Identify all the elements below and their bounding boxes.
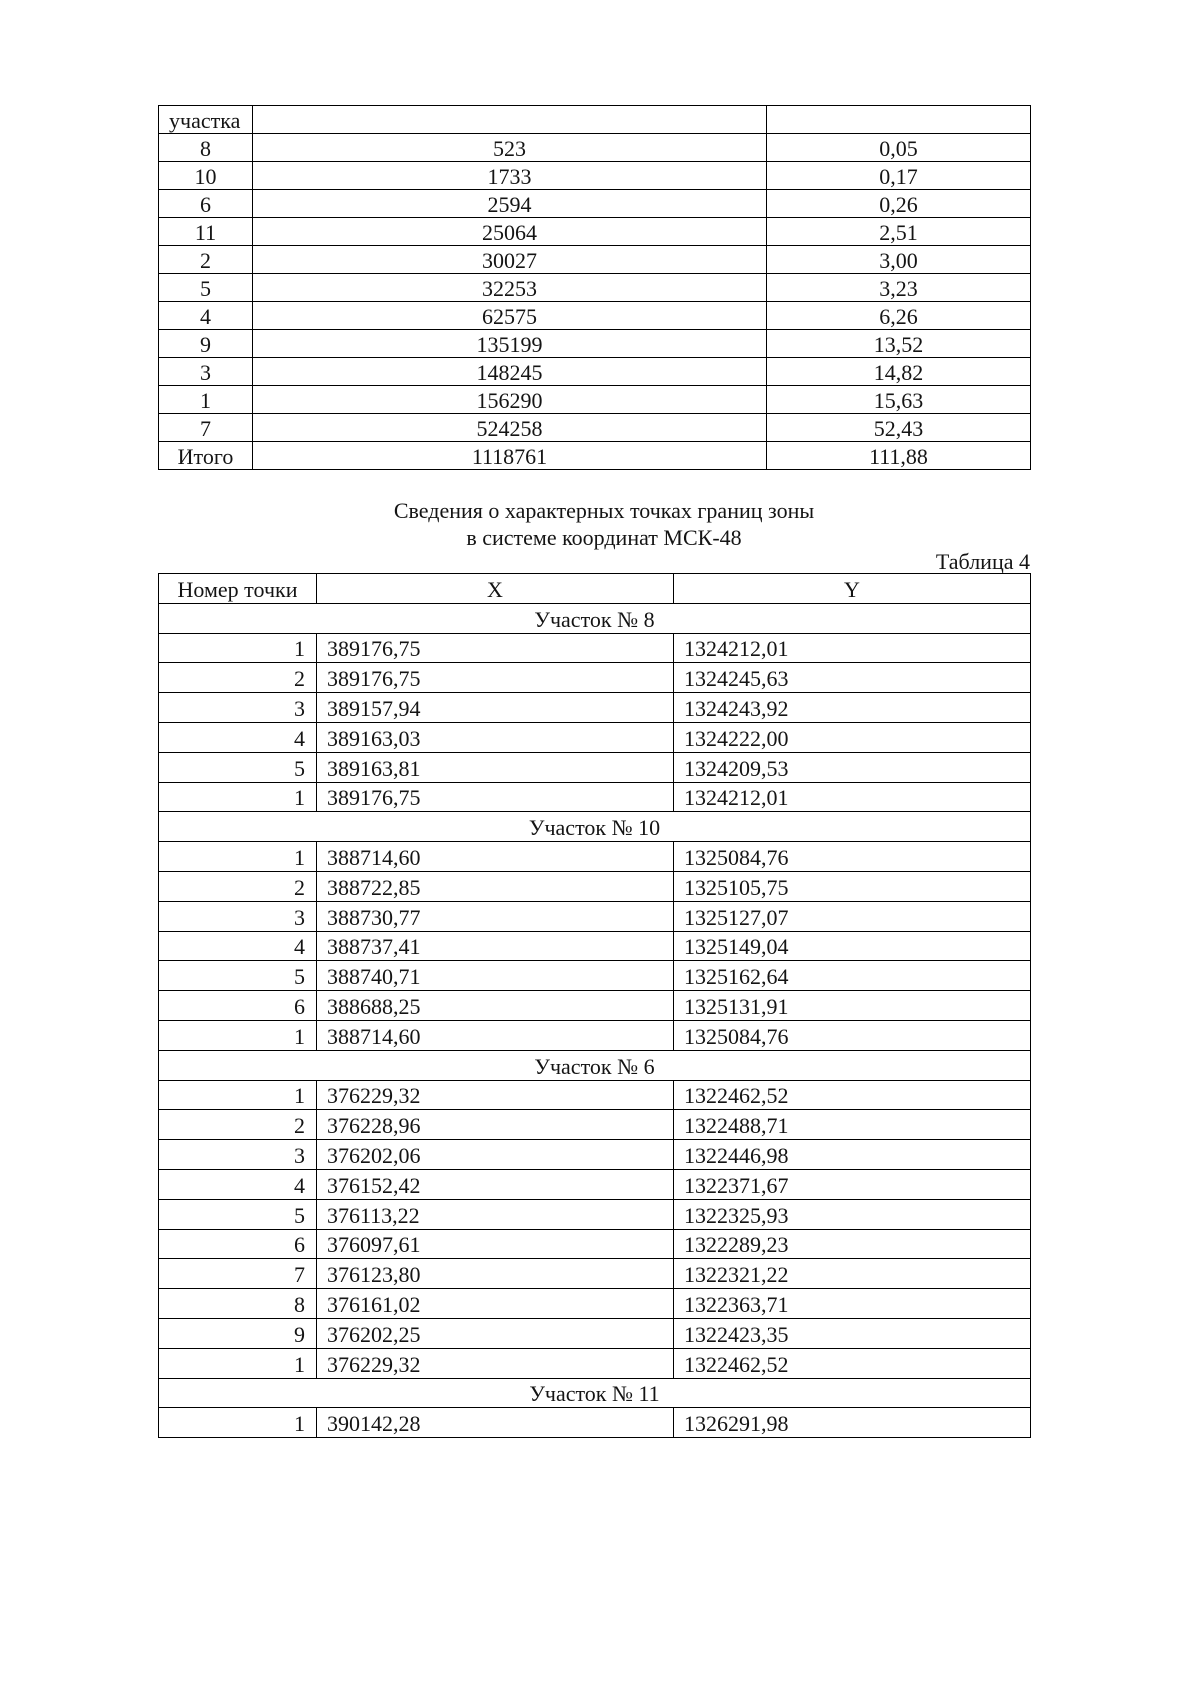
section-title-row	[159, 812, 1031, 842]
table-number-label: Таблица 4	[935, 549, 1030, 574]
table-row	[159, 1169, 1031, 1199]
y-coordinate-cell: 1326291,98	[674, 1408, 1031, 1438]
point-number-cell: 7	[159, 1259, 317, 1289]
point-number-cell: 1	[159, 1020, 317, 1050]
x-coordinate-cell: 388714,60	[317, 1020, 674, 1050]
x-header: X	[317, 574, 674, 604]
table-row	[159, 693, 1031, 723]
section-title: Участок № 8	[159, 603, 1031, 633]
table-row	[159, 842, 1031, 872]
plot-number-header-cell: участка	[159, 106, 253, 134]
table-row	[159, 414, 1031, 442]
area-ha-cell: 14,82	[767, 358, 1031, 386]
y-coordinate-cell: 1325105,75	[674, 871, 1031, 901]
table-row	[159, 1199, 1031, 1229]
point-number-cell: 3	[159, 1140, 317, 1170]
table-row	[159, 722, 1031, 752]
section-title-row	[159, 1050, 1031, 1080]
area-sqm-cell: 135199	[253, 330, 767, 358]
y-coordinate-cell: 1325131,91	[674, 991, 1031, 1021]
area-sqm-cell: 148245	[253, 358, 767, 386]
total-area-sqm-cell: 1118761	[253, 442, 767, 470]
table-row	[159, 1259, 1031, 1289]
point-number-cell: 6	[159, 991, 317, 1021]
y-coordinate-cell: 1322289,23	[674, 1229, 1031, 1259]
y-coordinate-cell: 1325084,76	[674, 842, 1031, 872]
x-coordinate-cell: 388740,71	[317, 961, 674, 991]
point-number-header: Номер точки	[159, 574, 317, 604]
area-sqm-cell: 524258	[253, 414, 767, 442]
table-row	[159, 162, 1031, 190]
heading-line-1: Сведения о характерных точках границ зоны	[393, 498, 815, 523]
table-row	[159, 330, 1031, 358]
y-coordinate-cell: 1322423,35	[674, 1318, 1031, 1348]
x-coordinate-cell: 388737,41	[317, 931, 674, 961]
x-coordinate-cell: 376113,22	[317, 1199, 674, 1229]
table-row	[159, 218, 1031, 246]
x-coordinate-cell: 376161,02	[317, 1289, 674, 1319]
area-ha-cell: 52,43	[767, 414, 1031, 442]
point-number-cell: 3	[159, 901, 317, 931]
y-coordinate-cell: 1324212,01	[674, 633, 1031, 663]
y-coordinate-cell: 1324222,00	[674, 722, 1031, 752]
x-coordinate-cell: 376152,42	[317, 1169, 674, 1199]
y-coordinate-cell: 1324245,63	[674, 663, 1031, 693]
y-coordinate-cell: 1325084,76	[674, 1020, 1031, 1050]
point-number-cell: 1	[159, 1408, 317, 1438]
x-coordinate-cell: 388714,60	[317, 842, 674, 872]
section-title: Участок № 10	[159, 812, 1031, 842]
area-ha-header-cell	[767, 106, 1031, 134]
table-row	[159, 1080, 1031, 1110]
y-coordinate-cell: 1325149,04	[674, 931, 1031, 961]
area-ha-cell: 0,05	[767, 134, 1031, 162]
y-coordinate-cell: 1322363,71	[674, 1289, 1031, 1319]
plot-area-table	[158, 105, 1031, 470]
point-number-cell: 1	[159, 842, 317, 872]
boundary-points-table-body	[159, 603, 1031, 1437]
table-row	[159, 931, 1031, 961]
plot-number-cell: 8	[159, 134, 253, 162]
y-coordinate-cell: 1322488,71	[674, 1110, 1031, 1140]
table-row	[159, 1140, 1031, 1170]
x-coordinate-cell: 388722,85	[317, 871, 674, 901]
x-coordinate-cell: 376229,32	[317, 1080, 674, 1110]
plot-number-cell: 10	[159, 162, 253, 190]
x-coordinate-cell: 389163,03	[317, 722, 674, 752]
plot-area-table-body	[159, 106, 1031, 470]
table-row	[159, 386, 1031, 414]
table-row	[159, 246, 1031, 274]
y-coordinate-cell: 1324212,01	[674, 782, 1031, 812]
y-coordinate-cell: 1322325,93	[674, 1199, 1031, 1229]
table-row	[159, 633, 1031, 663]
x-coordinate-cell: 389176,75	[317, 663, 674, 693]
y-coordinate-cell: 1324243,92	[674, 693, 1031, 723]
plot-number-cell: 5	[159, 274, 253, 302]
point-number-cell: 5	[159, 961, 317, 991]
x-coordinate-cell: 376202,25	[317, 1318, 674, 1348]
x-coordinate-cell: 376228,96	[317, 1110, 674, 1140]
header-row	[159, 574, 1031, 604]
x-coordinate-cell: 388688,25	[317, 991, 674, 1021]
table-row	[159, 1408, 1031, 1438]
point-number-cell: 2	[159, 663, 317, 693]
table-row	[159, 190, 1031, 218]
header-continuation-row	[159, 106, 1031, 134]
table-row	[159, 274, 1031, 302]
y-coordinate-cell: 1322462,52	[674, 1080, 1031, 1110]
x-coordinate-cell: 388730,77	[317, 901, 674, 931]
point-number-cell: 3	[159, 693, 317, 723]
area-sqm-cell: 62575	[253, 302, 767, 330]
point-number-cell: 1	[159, 782, 317, 812]
plot-number-cell: 6	[159, 190, 253, 218]
plot-number-cell: 7	[159, 414, 253, 442]
point-number-cell: 1	[159, 633, 317, 663]
area-sqm-cell: 30027	[253, 246, 767, 274]
section-title: Участок № 6	[159, 1050, 1031, 1080]
heading-line-2: в системе координат МСК-48	[466, 525, 742, 550]
x-coordinate-cell: 376097,61	[317, 1229, 674, 1259]
y-coordinate-cell: 1322462,52	[674, 1348, 1031, 1378]
x-coordinate-cell: 376229,32	[317, 1348, 674, 1378]
x-coordinate-cell: 389163,81	[317, 752, 674, 782]
section-heading	[158, 497, 1050, 551]
table-row	[159, 752, 1031, 782]
table-row	[159, 1020, 1031, 1050]
point-number-cell: 5	[159, 1199, 317, 1229]
section-title-row	[159, 603, 1031, 633]
y-header: Y	[674, 574, 1031, 604]
area-ha-cell: 0,17	[767, 162, 1031, 190]
point-number-cell: 9	[159, 1318, 317, 1348]
table-row	[159, 961, 1031, 991]
y-coordinate-cell: 1322321,22	[674, 1259, 1031, 1289]
plot-number-cell: 2	[159, 246, 253, 274]
table-row	[159, 901, 1031, 931]
y-coordinate-cell: 1325162,64	[674, 961, 1031, 991]
area-sqm-cell: 523	[253, 134, 767, 162]
area-ha-cell: 13,52	[767, 330, 1031, 358]
point-number-cell: 1	[159, 1348, 317, 1378]
point-number-cell: 2	[159, 1110, 317, 1140]
area-sqm-header-cell	[253, 106, 767, 134]
area-ha-cell: 3,00	[767, 246, 1031, 274]
area-ha-cell: 6,26	[767, 302, 1031, 330]
area-sqm-cell: 32253	[253, 274, 767, 302]
section-title: Участок № 11	[159, 1378, 1031, 1408]
table-row	[159, 358, 1031, 386]
table-row	[159, 871, 1031, 901]
table-row	[159, 1348, 1031, 1378]
area-sqm-cell: 25064	[253, 218, 767, 246]
area-ha-cell: 0,26	[767, 190, 1031, 218]
x-coordinate-cell: 389176,75	[317, 782, 674, 812]
point-number-cell: 4	[159, 722, 317, 752]
plot-number-cell: 11	[159, 218, 253, 246]
x-coordinate-cell: 389176,75	[317, 633, 674, 663]
y-coordinate-cell: 1325127,07	[674, 901, 1031, 931]
area-ha-cell: 3,23	[767, 274, 1031, 302]
area-ha-cell: 2,51	[767, 218, 1031, 246]
point-number-cell: 6	[159, 1229, 317, 1259]
table-row	[159, 1289, 1031, 1319]
table-row	[159, 1110, 1031, 1140]
x-coordinate-cell: 376123,80	[317, 1259, 674, 1289]
table-row	[159, 134, 1031, 162]
area-sqm-cell: 1733	[253, 162, 767, 190]
point-number-cell: 4	[159, 1169, 317, 1199]
plot-number-cell: 1	[159, 386, 253, 414]
plot-number-cell: 9	[159, 330, 253, 358]
point-number-cell: 5	[159, 752, 317, 782]
point-number-cell: 1	[159, 1080, 317, 1110]
point-number-cell: 2	[159, 871, 317, 901]
table-row	[159, 663, 1031, 693]
total-row	[159, 442, 1031, 470]
table-row	[159, 991, 1031, 1021]
boundary-points-table	[158, 573, 1031, 1438]
x-coordinate-cell: 376202,06	[317, 1140, 674, 1170]
y-coordinate-cell: 1324209,53	[674, 752, 1031, 782]
total-area-ha-cell: 111,88	[767, 442, 1031, 470]
table-row	[159, 1229, 1031, 1259]
y-coordinate-cell: 1322446,98	[674, 1140, 1031, 1170]
table-row	[159, 782, 1031, 812]
table-row	[159, 1318, 1031, 1348]
area-ha-cell: 15,63	[767, 386, 1031, 414]
point-number-cell: 8	[159, 1289, 317, 1319]
y-coordinate-cell: 1322371,67	[674, 1169, 1031, 1199]
plot-number-cell: 3	[159, 358, 253, 386]
point-number-cell: 4	[159, 931, 317, 961]
x-coordinate-cell: 389157,94	[317, 693, 674, 723]
area-sqm-cell: 2594	[253, 190, 767, 218]
section-title-row	[159, 1378, 1031, 1408]
x-coordinate-cell: 390142,28	[317, 1408, 674, 1438]
plot-number-cell: 4	[159, 302, 253, 330]
total-label-cell: Итого	[159, 442, 253, 470]
boundary-points-table-head	[159, 574, 1031, 604]
table-row	[159, 302, 1031, 330]
area-sqm-cell: 156290	[253, 386, 767, 414]
